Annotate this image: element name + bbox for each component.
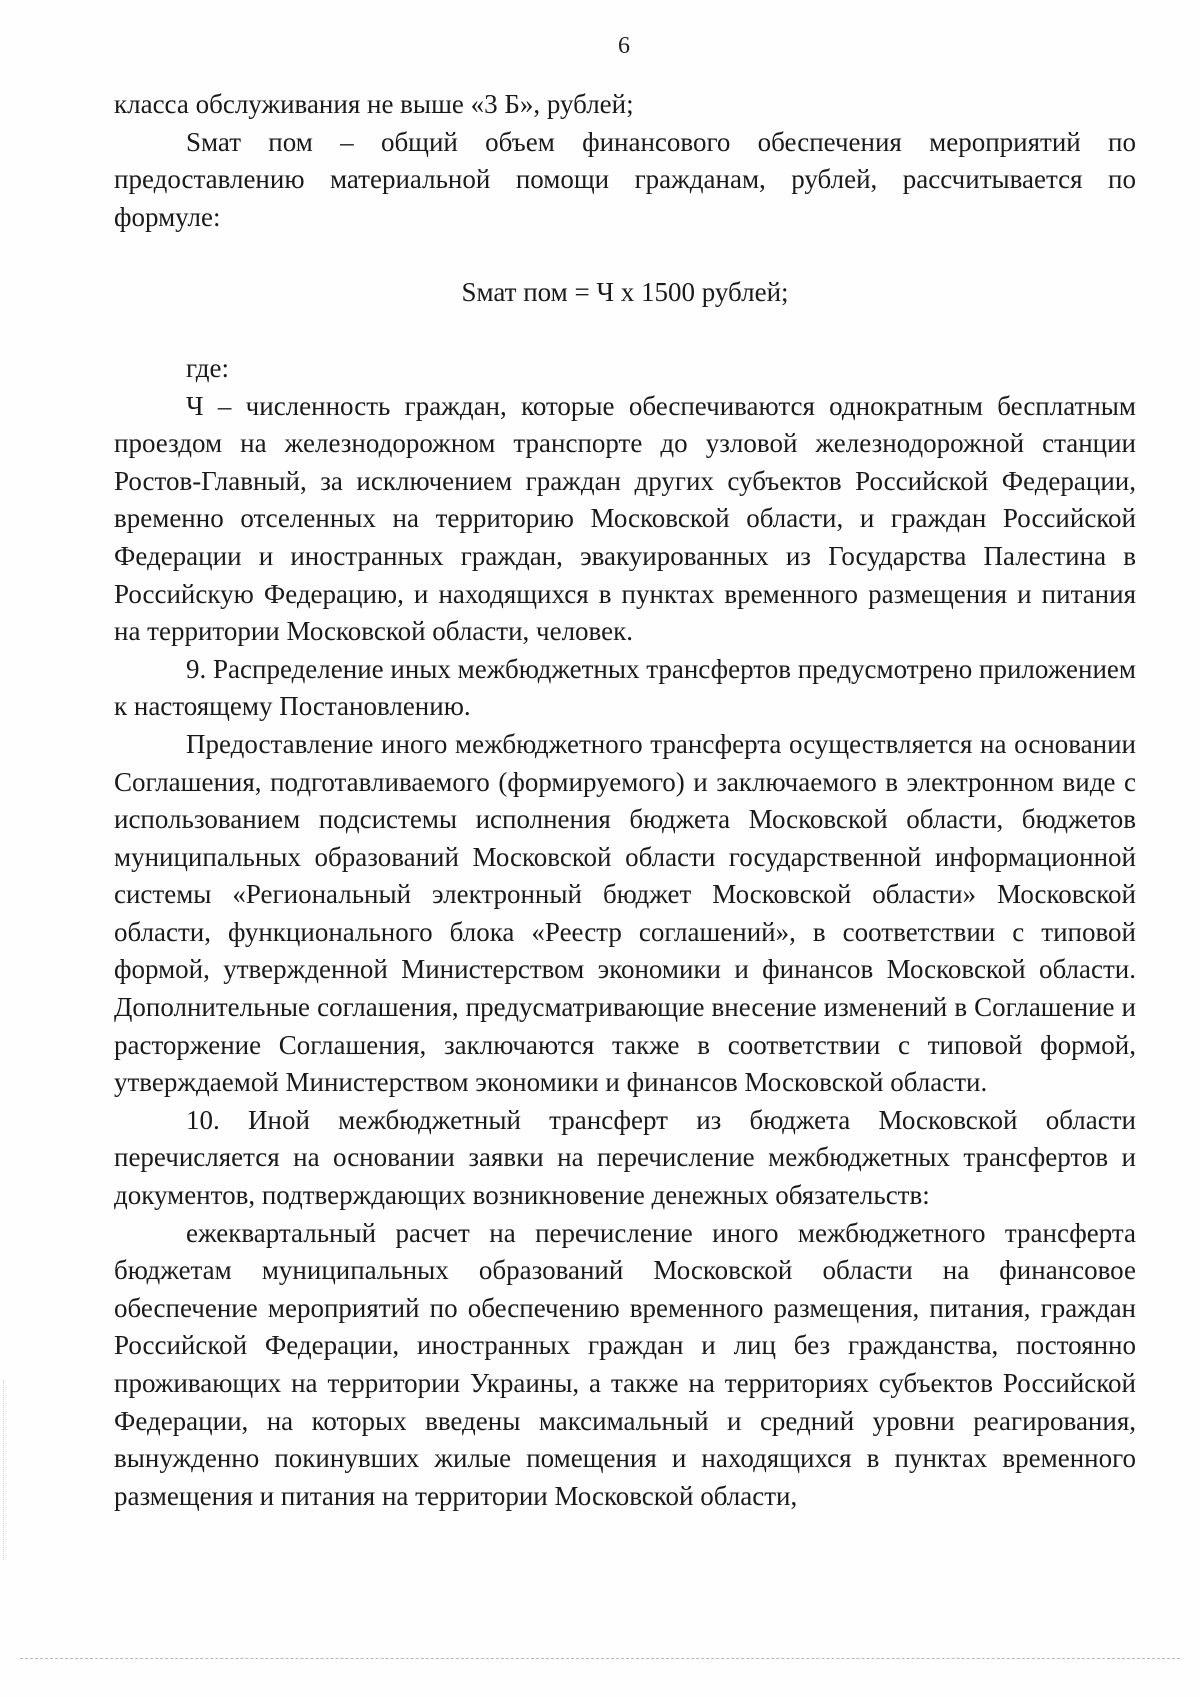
scan-bottom-rule <box>20 1658 1180 1659</box>
paragraph-item-9: 9. Распределение иных межбюджетных трансфертов предусмотрено приложением к настоящему Постановлению. <box>114 653 1136 722</box>
page-number: 6 <box>618 33 630 59</box>
document-body <box>114 86 1136 1515</box>
paragraph-service-class: класса обслуживания не выше «3 Б», рублей; <box>114 89 634 119</box>
paragraph-ch-definition: Ч – численность граждан, которые обеспечиваются однократным бесплатным проездом на железнодорожном транспорте до узловой железнодорожной станции Ростов-Главный, за исключением граждан других субъектов Российской Федерации, временно отселенных на территорию Московской области, и граждан Российской Федерации и иностранных граждан, эвакуированных из Государства Палестина в Российскую Федерацию, и находящихся в пунктах временного размещения и питания на территории Московской области, человек. <box>114 390 1136 647</box>
paragraph-where: где: <box>186 352 229 383</box>
paragraph-smat-definition: Sмат пом – общий объем финансового обеспечения мероприятий по предоставлению материальной помощи гражданам, рублей, рассчитывается по формуле: <box>114 126 1136 232</box>
paragraph-item-10: 10. Иной межбюджетный трансферт из бюджета Московской области перечисляется на основании заявки на перечисление межбюджетных трансфертов и документов, подтверждающих возникновение денежных обязательств: <box>114 1104 1136 1211</box>
scan-edge-mark <box>3 1380 4 1560</box>
paragraph-agreement: Предоставление иного межбюджетного трансферта осуществляется на основании Соглашения, подготавливаемого (формируемого) и заключаемого в электронном виде с использованием подсистемы исполнения бюджета Московской области, бюджетов муниципальных образований Московской области государственной информационной системы «Региональный электронный бюджет Московской области» Московской области, функционального блока «Реестр соглашений», в соответствии с типовой формой, утвержденной Министерством экономики и финансов Московской области. Дополнительные соглашения, предусматривающие внесение изменений в Соглашение и расторжение Соглашения, заключаются также в соответствии с типовой формой, утверждаемой Министерством экономики и финансов Московской области. <box>114 728 1136 1098</box>
paragraph-quarterly-calculation: ежеквартальный расчет на перечисление иного межбюджетного трансферта бюджетам муниципальных образований Московской области на финансовое обеспечение мероприятий по обеспечению временного размещения, питания, граждан Российской Федерации, иностранных граждан и лиц без гражданства, постоянно проживающих на территории Украины, а также на территориях субъектов Российской Федерации, на которых введены максимальный и средний уровни реагирования, вынужденно покинувших жилые помещения и находящихся в пунктах временного размещения и питания на территории Московской области, <box>114 1217 1136 1511</box>
formula: Sмат пом = Ч х 1500 рублей; <box>461 277 789 308</box>
